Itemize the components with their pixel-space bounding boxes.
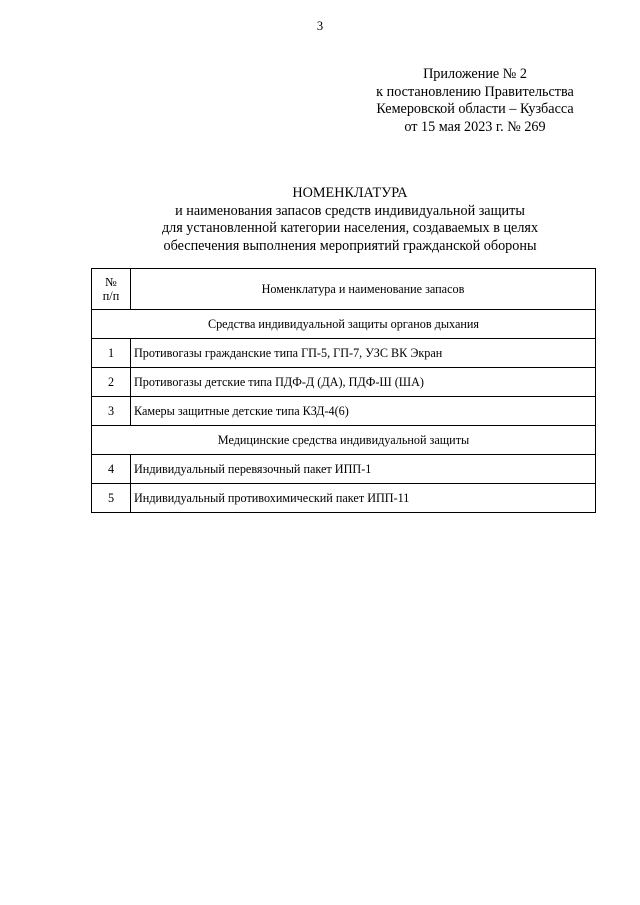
section-row <box>92 310 596 339</box>
table-row <box>92 484 596 513</box>
appendix-line: Кемеровской области – Кузбасса <box>376 101 574 117</box>
appendix-line: к постановлению Правительства <box>376 83 574 100</box>
appendix-line: Приложение № 2 <box>423 66 527 82</box>
row-number: 2 <box>92 368 131 397</box>
header-number-cell <box>92 269 131 310</box>
header-number-symbol: № <box>105 275 117 289</box>
section-title: Средства индивидуальной защиты органов дыхания <box>92 310 596 339</box>
row-number: 1 <box>92 339 131 368</box>
table-row <box>92 339 596 368</box>
row-name: Индивидуальный перевязочный пакет ИПП-1 <box>131 455 596 484</box>
section-title: Медицинские средства индивидуальной защиты <box>92 426 596 455</box>
title-heading: НОМЕНКЛАТУРА <box>292 185 408 201</box>
appendix-line: от 15 мая 2023 г. № 269 <box>404 118 546 135</box>
row-name: Противогазы детские типа ПДФ-Д (ДА), ПДФ-Ш (ША) <box>131 368 596 397</box>
row-name: Индивидуальный противохимический пакет ИПП-11 <box>131 484 596 513</box>
header-name-cell: Номенклатура и наименование запасов <box>131 269 596 310</box>
section-row <box>92 426 596 455</box>
table-row <box>92 455 596 484</box>
row-number: 5 <box>92 484 131 513</box>
title-line: для установленной категории населения, создаваемых в целях <box>161 220 539 236</box>
row-name: Камеры защитные детские типа КЗД-4(6) <box>131 397 596 426</box>
table-row <box>92 397 596 426</box>
row-name: Противогазы гражданские типа ГП-5, ГП-7, УЗС ВК Экран <box>131 339 596 368</box>
page-number: 3 <box>316 19 324 33</box>
table-row <box>92 368 596 397</box>
title-line: и наименования запасов средств индивидуальной защиты <box>175 202 525 219</box>
header-number-abbr: п/п <box>102 289 120 303</box>
row-number: 4 <box>92 455 131 484</box>
nomenclature-table <box>91 268 596 513</box>
table-header-row <box>92 269 596 310</box>
title-line: обеспечения выполнения мероприятий гражданской обороны <box>163 237 537 254</box>
appendix-reference <box>355 66 595 136</box>
row-number: 3 <box>92 397 131 426</box>
document-title <box>100 185 600 255</box>
